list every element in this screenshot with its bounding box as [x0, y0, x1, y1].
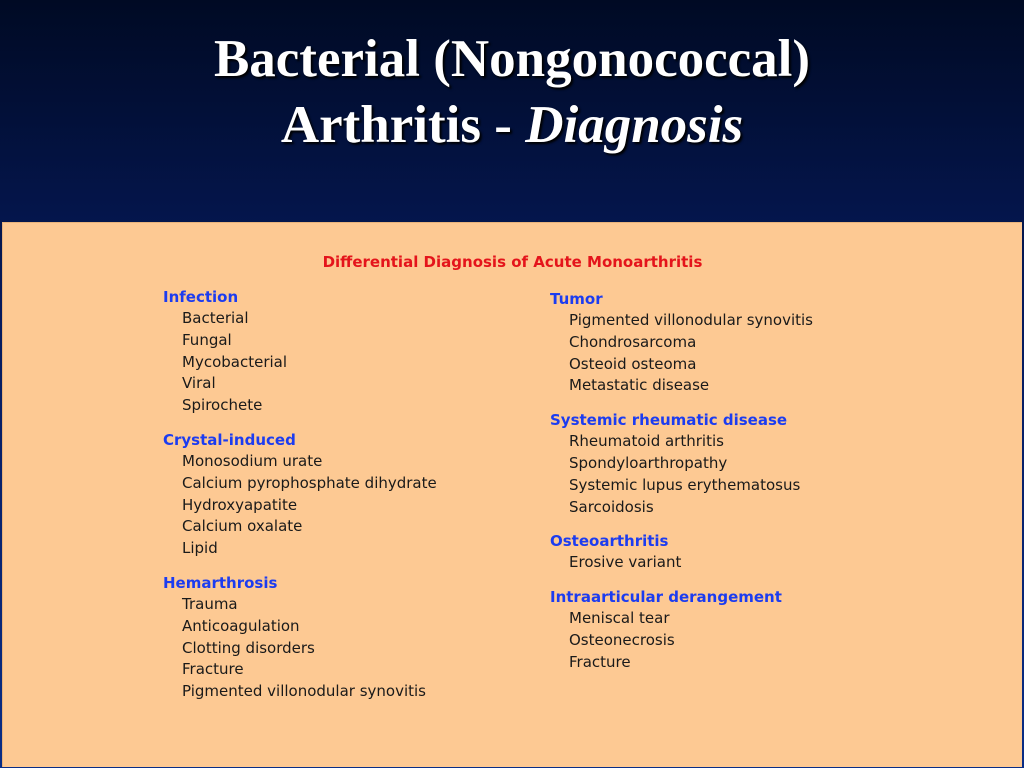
group-systemic-rheumatic-disease	[550, 410, 813, 518]
list-item: Clotting disorders	[182, 638, 315, 657]
slide-title-line2	[0, 92, 1024, 158]
list-item: Meniscal tear	[569, 609, 670, 628]
slide-title	[0, 26, 1024, 158]
list-item: Erosive variant	[569, 553, 682, 572]
left-column	[163, 287, 437, 716]
list-item: Anticoagulation	[182, 616, 300, 635]
group-heading: Systemic rheumatic disease	[550, 411, 788, 430]
list-item: Monosodium urate	[182, 451, 323, 470]
group-intraarticular-derangement	[550, 587, 813, 673]
right-column	[550, 289, 813, 687]
list-item: Fungal	[182, 330, 232, 349]
list-item: Trauma	[182, 594, 238, 613]
list-item: Rheumatoid arthritis	[569, 432, 724, 451]
list-item: Osteoid osteoma	[569, 354, 697, 373]
list-item: Fracture	[569, 652, 631, 671]
list-item: Osteonecrosis	[569, 630, 675, 649]
list-item: Viral	[182, 374, 216, 393]
list-item: Calcium pyrophosphate dihydrate	[182, 473, 437, 492]
group-heading: Tumor	[550, 290, 603, 308]
list-item: Spondyloarthropathy	[569, 453, 728, 472]
group-osteoarthritis	[550, 531, 813, 574]
list-item: Bacterial	[182, 309, 249, 327]
slide-title-line2-prefix: Arthritis -	[280, 96, 526, 154]
list-item: Spirochete	[182, 396, 263, 415]
list-item: Mycobacterial	[182, 352, 288, 371]
group-tumor	[550, 289, 813, 397]
group-crystal-induced	[163, 430, 437, 560]
table-title: Differential Diagnosis of Acute Monoarthritis	[322, 253, 703, 271]
group-heading: Infection	[163, 288, 239, 306]
list-item: Systemic lupus erythematosus	[569, 475, 801, 494]
slide-title-line1: Bacterial (Nongonococcal)	[213, 30, 811, 88]
differential-diagnosis-table	[2, 222, 1022, 767]
group-heading: Hemarthrosis	[163, 573, 278, 592]
slide-title-emphasis: Diagnosis	[525, 96, 744, 154]
list-item: Chondrosarcoma	[569, 332, 697, 351]
list-item: Lipid	[182, 539, 218, 558]
group-heading: Crystal-induced	[163, 430, 296, 449]
list-item: Fracture	[182, 660, 244, 679]
group-heading: Osteoarthritis	[550, 532, 669, 551]
group-hemarthrosis	[163, 573, 437, 703]
group-infection	[163, 287, 437, 417]
list-item: Metastatic disease	[569, 376, 710, 395]
group-heading: Intraarticular derangement	[550, 588, 782, 607]
list-item: Sarcoidosis	[569, 497, 654, 516]
list-item: Hydroxyapatite	[182, 495, 298, 514]
list-item: Pigmented villonodular synovitis	[569, 311, 813, 329]
list-item: Calcium oxalate	[182, 517, 303, 536]
list-item: Pigmented villonodular synovitis	[182, 682, 426, 701]
